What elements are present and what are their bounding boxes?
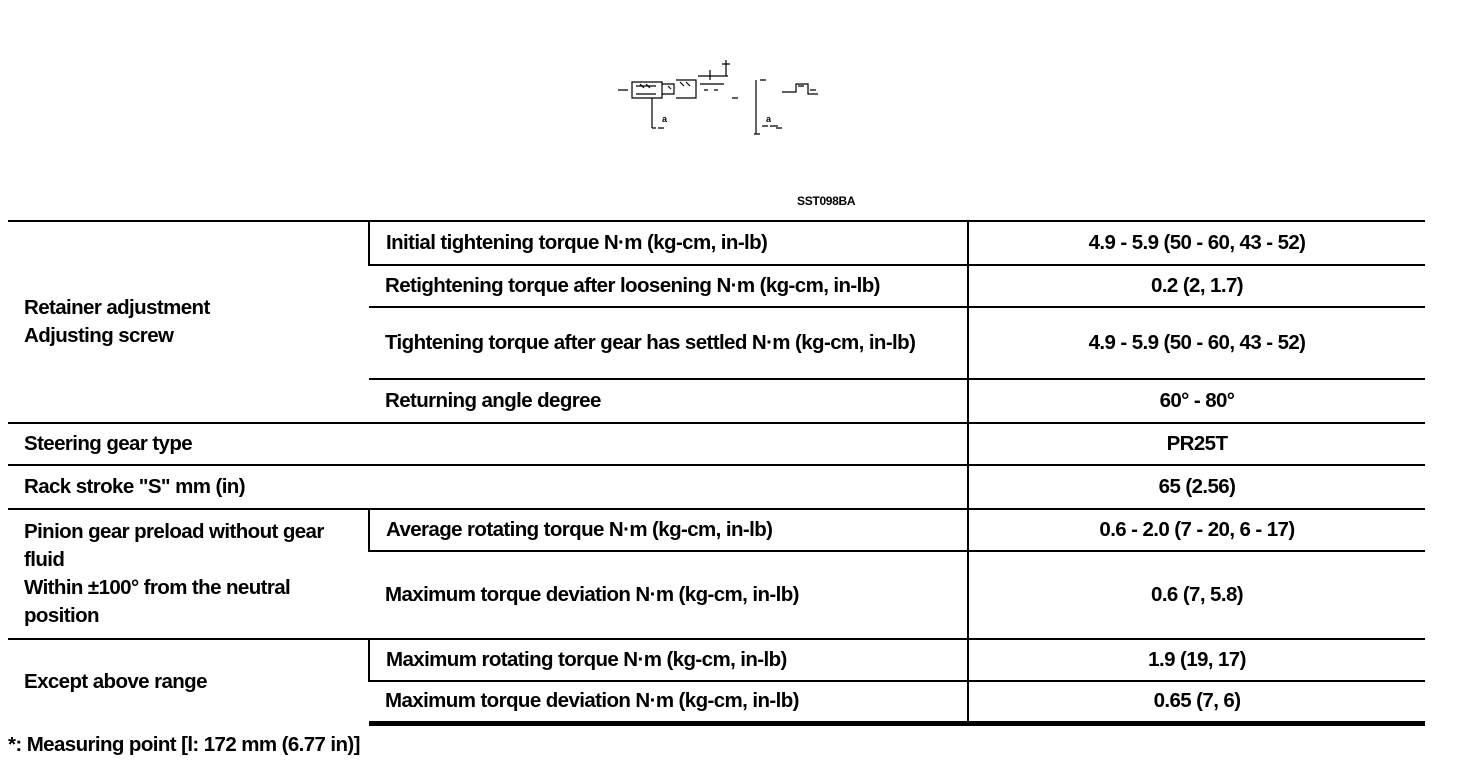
item-rack-stroke: Rack stroke "S" mm (in) [8,465,968,509]
value-maximum-torque-deviation-range: 0.65 (7, 6) [968,681,1425,723]
param-initial-tightening-torque: Initial tightening torque N·m (kg-cm, in-lb) [369,221,968,265]
value-average-rotating-torque: 0.6 - 2.0 (7 - 20, 6 - 17) [968,509,1425,551]
table-row [8,509,1425,551]
param-average-rotating-torque: Average rotating torque N·m (kg-cm, in-lb) [369,509,968,551]
value-maximum-torque-deviation: 0.6 (7, 5.8) [968,551,1425,639]
param-retightening-torque: Retightening torque after loosening N·m (kg-cm, in-lb) [369,265,968,307]
value-retightening-torque: 0.2 (2, 1.7) [968,265,1425,307]
figure-label-right: a [766,114,772,124]
item-pinion-gear-preload: Pinion gear preload without gear fluid Within ±100° from the neutral position [8,509,369,639]
param-maximum-torque-deviation: Maximum torque deviation N·m (kg-cm, in-lb) [369,551,968,639]
table-row [8,423,1425,465]
measuring-point-footnote: *: Measuring point [l: 172 mm (6.77 in)] [8,733,360,756]
figure-code: SST098BA [797,194,856,208]
item-steering-gear-type: Steering gear type [8,423,968,465]
rack-stroke-figure [610,56,830,146]
value-settled-tightening-torque: 4.9 - 5.9 (50 - 60, 43 - 52) [968,307,1425,379]
param-maximum-torque-deviation-range: Maximum torque deviation N·m (kg-cm, in-lb) [369,681,968,723]
figure-label-left: a [662,114,668,124]
item-except-above-range: Except above range [8,639,369,723]
value-maximum-rotating-torque: 1.9 (19, 17) [968,639,1425,681]
table-row [8,639,1425,681]
param-maximum-rotating-torque: Maximum rotating torque N·m (kg-cm, in-lb) [369,639,968,681]
param-settled-tightening-torque: Tightening torque after gear has settled N·m (kg-cm, in-lb) [369,307,968,379]
table-row [8,221,1425,265]
value-initial-tightening-torque: 4.9 - 5.9 (50 - 60, 43 - 52) [968,221,1425,265]
table-row [8,465,1425,509]
param-returning-angle: Returning angle degree [369,379,968,423]
item-retainer-adjustment: Retainer adjustment Adjusting screw [8,221,369,423]
service-data-table [8,220,1425,726]
value-steering-gear-type: PR25T [968,423,1425,465]
value-returning-angle: 60° - 80° [968,379,1425,423]
value-rack-stroke: 65 (2.56) [968,465,1425,509]
